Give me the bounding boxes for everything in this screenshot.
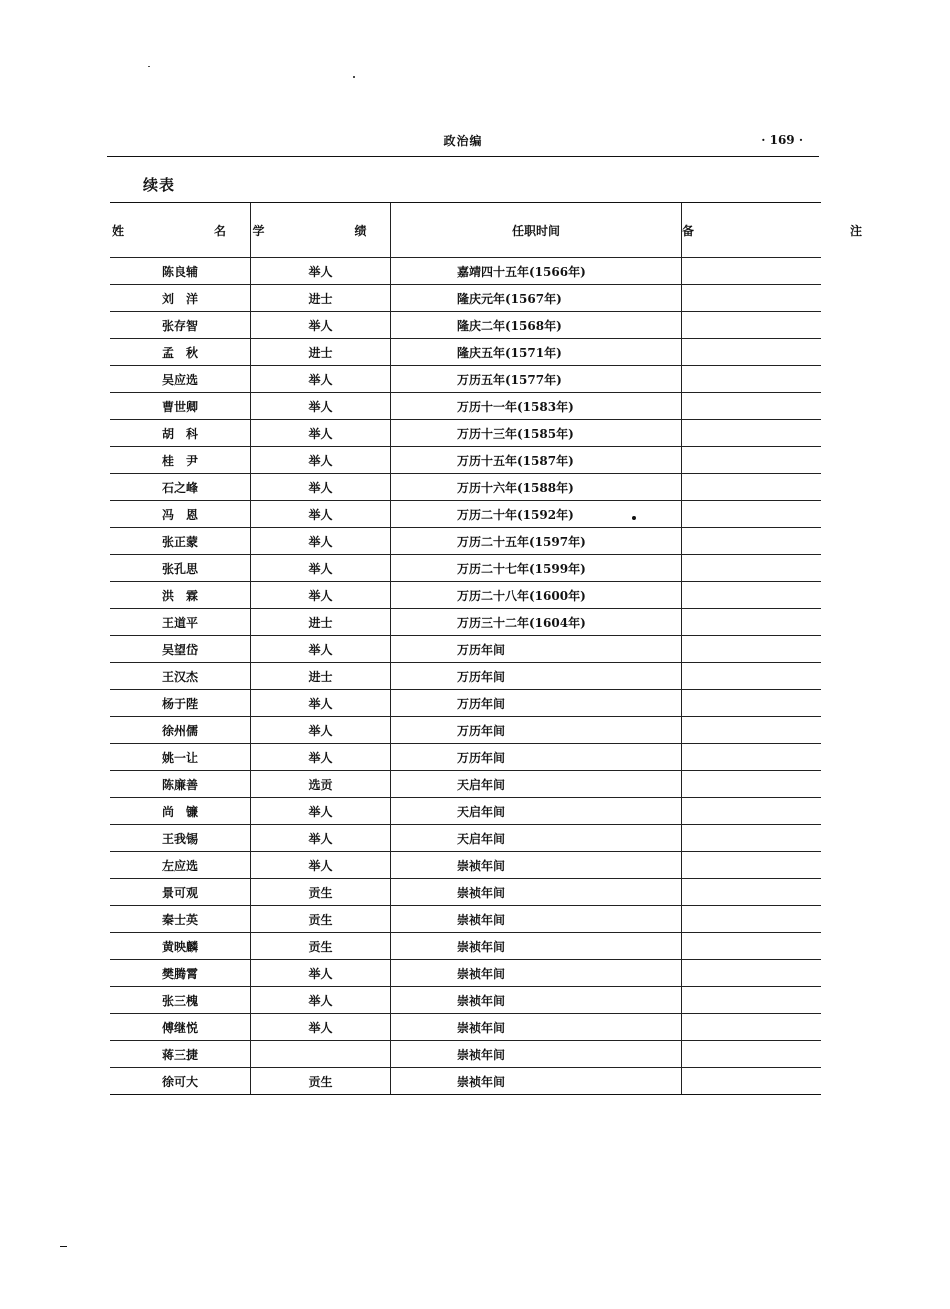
cell-degree: 举人 (251, 852, 391, 879)
cell-name: 冯 恩 (110, 501, 251, 528)
cell-note (682, 312, 822, 339)
cell-note (682, 960, 822, 987)
cell-name: 尚 镰 (110, 798, 251, 825)
table-row (110, 771, 821, 798)
cell-note (682, 852, 822, 879)
cell-note (682, 582, 822, 609)
cell-note (682, 420, 822, 447)
cell-degree: 选贡 (251, 771, 391, 798)
cell-name: 杨于陛 (110, 690, 251, 717)
table-body (110, 258, 821, 1095)
cell-note (682, 798, 822, 825)
cell-time: 万历年间 (391, 744, 682, 771)
cell-time: 崇祯年间 (391, 933, 682, 960)
cell-time: 崇祯年间 (391, 852, 682, 879)
table-row (110, 933, 821, 960)
cell-time: 万历二十八年(1600年) (391, 582, 682, 609)
table-row (110, 501, 821, 528)
cell-note (682, 933, 822, 960)
cell-note (682, 987, 822, 1014)
table-row (110, 960, 821, 987)
cell-degree: 举人 (251, 258, 391, 285)
cell-time: 万历年间 (391, 717, 682, 744)
table-row (110, 852, 821, 879)
cell-time: 隆庆元年(1567年) (391, 285, 682, 312)
cell-name: 樊腾霄 (110, 960, 251, 987)
cell-time: 崇祯年间 (391, 987, 682, 1014)
cell-name: 张三槐 (110, 987, 251, 1014)
cell-time: 崇祯年间 (391, 960, 682, 987)
table-row (110, 1014, 821, 1041)
cell-time: 天启年间 (391, 771, 682, 798)
table-row (110, 717, 821, 744)
cell-name: 傅继悦 (110, 1014, 251, 1041)
column-header-name: 姓 名 (110, 203, 251, 258)
table-row (110, 825, 821, 852)
cell-name: 张存智 (110, 312, 251, 339)
cell-name: 蒋三捷 (110, 1041, 251, 1068)
table-caption: 续表 (143, 176, 176, 194)
cell-name: 张孔思 (110, 555, 251, 582)
cell-name: 刘 洋 (110, 285, 251, 312)
table-row (110, 609, 821, 636)
cell-name: 王道平 (110, 609, 251, 636)
cell-name: 桂 尹 (110, 447, 251, 474)
cell-note (682, 339, 822, 366)
table-row (110, 798, 821, 825)
table-row (110, 906, 821, 933)
table-row (110, 663, 821, 690)
table-header-row (110, 203, 821, 258)
cell-time: 万历五年(1577年) (391, 366, 682, 393)
cell-degree: 进士 (251, 285, 391, 312)
table-row (110, 285, 821, 312)
cell-time: 万历年间 (391, 636, 682, 663)
cell-note (682, 879, 822, 906)
cell-name: 黄映麟 (110, 933, 251, 960)
table-row (110, 528, 821, 555)
cell-name: 吴望岱 (110, 636, 251, 663)
cell-name: 秦士英 (110, 906, 251, 933)
cell-degree: 贡生 (251, 906, 391, 933)
table-row (110, 690, 821, 717)
cell-degree: 进士 (251, 663, 391, 690)
table-row (110, 258, 821, 285)
cell-note (682, 906, 822, 933)
cell-time: 崇祯年间 (391, 1041, 682, 1068)
cell-note (682, 1041, 822, 1068)
cell-time: 万历十六年(1588年) (391, 474, 682, 501)
cell-degree: 举人 (251, 447, 391, 474)
cell-time: 万历二十七年(1599年) (391, 555, 682, 582)
cell-degree: 举人 (251, 987, 391, 1014)
cell-degree: 举人 (251, 1014, 391, 1041)
cell-degree: 举人 (251, 393, 391, 420)
cell-name: 洪 霖 (110, 582, 251, 609)
cell-degree: 举人 (251, 555, 391, 582)
table-row (110, 582, 821, 609)
cell-note (682, 1068, 822, 1095)
cell-degree: 进士 (251, 339, 391, 366)
cell-note (682, 528, 822, 555)
cell-note (682, 393, 822, 420)
cell-time: 万历二十五年(1597年) (391, 528, 682, 555)
cell-name: 石之峰 (110, 474, 251, 501)
cell-note (682, 825, 822, 852)
table-row (110, 474, 821, 501)
table-row (110, 1068, 821, 1095)
cell-note (682, 474, 822, 501)
cell-note (682, 366, 822, 393)
cell-note (682, 636, 822, 663)
cell-note (682, 555, 822, 582)
cell-name: 左应选 (110, 852, 251, 879)
official-roster-table (110, 202, 907, 1095)
scan-speck (60, 1246, 67, 1247)
cell-note (682, 609, 822, 636)
cell-time: 崇祯年间 (391, 906, 682, 933)
scan-speck (353, 76, 355, 78)
table-row (110, 1041, 821, 1068)
table-row (110, 987, 821, 1014)
cell-name: 胡 科 (110, 420, 251, 447)
cell-name: 王汉杰 (110, 663, 251, 690)
cell-time: 万历十一年(1583年) (391, 393, 682, 420)
cell-name: 景可观 (110, 879, 251, 906)
cell-note (682, 1014, 822, 1041)
cell-time: 隆庆五年(1571年) (391, 339, 682, 366)
cell-time: 万历十三年(1585年) (391, 420, 682, 447)
table-row (110, 879, 821, 906)
cell-time: 天启年间 (391, 798, 682, 825)
cell-note (682, 690, 822, 717)
cell-name: 陈良辅 (110, 258, 251, 285)
cell-note (682, 447, 822, 474)
cell-time: 万历年间 (391, 663, 682, 690)
cell-degree: 举人 (251, 366, 391, 393)
table-row (110, 312, 821, 339)
cell-degree: 举人 (251, 636, 391, 663)
cell-time: 嘉靖四十五年(1566年) (391, 258, 682, 285)
cell-degree: 举人 (251, 501, 391, 528)
table-row (110, 744, 821, 771)
cell-note (682, 285, 822, 312)
cell-time: 崇祯年间 (391, 1014, 682, 1041)
cell-time: 崇祯年间 (391, 1068, 682, 1095)
cell-degree: 贡生 (251, 933, 391, 960)
cell-degree: 举人 (251, 798, 391, 825)
cell-name: 陈廉善 (110, 771, 251, 798)
cell-degree: 举人 (251, 717, 391, 744)
scan-speck (148, 66, 150, 67)
cell-time: 万历年间 (391, 690, 682, 717)
table-row (110, 636, 821, 663)
cell-note (682, 744, 822, 771)
cell-degree: 进士 (251, 609, 391, 636)
scan-speck (632, 516, 636, 520)
cell-degree: 举人 (251, 582, 391, 609)
table-row (110, 339, 821, 366)
cell-note (682, 663, 822, 690)
cell-name: 徐州儒 (110, 717, 251, 744)
column-header-time: 任职时间 (391, 203, 682, 258)
cell-degree (251, 1041, 391, 1068)
column-header-note: 备 注 (682, 203, 822, 258)
cell-degree: 举人 (251, 744, 391, 771)
table-row (110, 447, 821, 474)
cell-time: 隆庆二年(1568年) (391, 312, 682, 339)
cell-name: 姚一让 (110, 744, 251, 771)
cell-time: 万历十五年(1587年) (391, 447, 682, 474)
cell-time: 崇祯年间 (391, 879, 682, 906)
cell-degree: 举人 (251, 528, 391, 555)
cell-name: 徐可大 (110, 1068, 251, 1095)
cell-degree: 贡生 (251, 1068, 391, 1095)
cell-degree: 贡生 (251, 879, 391, 906)
cell-name: 张正蒙 (110, 528, 251, 555)
cell-degree: 举人 (251, 420, 391, 447)
cell-note (682, 717, 822, 744)
table-row (110, 420, 821, 447)
page-header (107, 128, 819, 157)
cell-time: 万历三十二年(1604年) (391, 609, 682, 636)
cell-note (682, 771, 822, 798)
cell-name: 孟 秋 (110, 339, 251, 366)
cell-time: 万历二十年(1592年) (391, 501, 682, 528)
section-title: 政治编 (443, 134, 483, 148)
cell-degree: 举人 (251, 474, 391, 501)
table-row (110, 555, 821, 582)
cell-time: 天启年间 (391, 825, 682, 852)
cell-name: 曹世卿 (110, 393, 251, 420)
table-row (110, 393, 821, 420)
cell-name: 王我锡 (110, 825, 251, 852)
cell-degree: 举人 (251, 825, 391, 852)
cell-degree: 举人 (251, 312, 391, 339)
cell-note (682, 258, 822, 285)
cell-note (682, 501, 822, 528)
cell-degree: 举人 (251, 960, 391, 987)
cell-name: 吴应选 (110, 366, 251, 393)
page-number: · 169 · (761, 133, 803, 147)
cell-degree: 举人 (251, 690, 391, 717)
column-header-degree: 学 绩 (251, 203, 391, 258)
table-row (110, 366, 821, 393)
